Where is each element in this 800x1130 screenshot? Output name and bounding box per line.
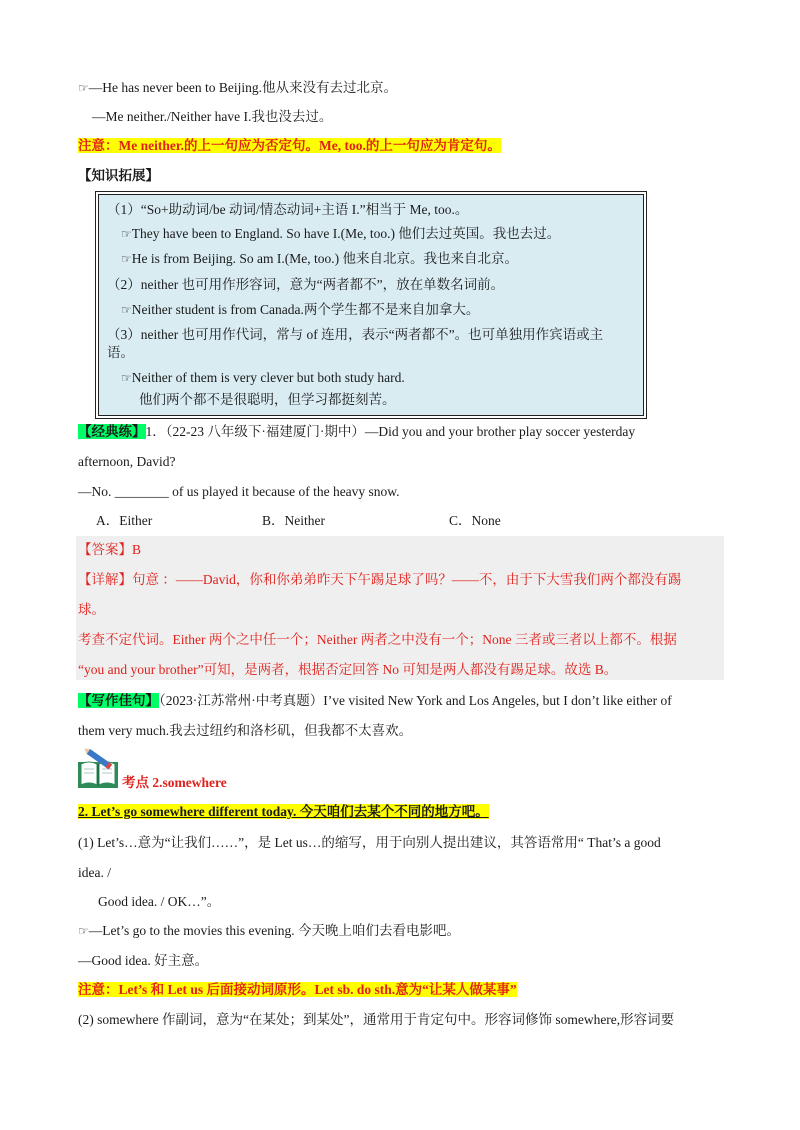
box-point-1-example-2: ☞He is from Beijing. So am I.(Me, too.) 他来自北京。我也来自北京。	[121, 251, 518, 266]
point-2-para-2: (2) somewhere 作副词，意为“在某处；到某处”，通常用于肯定句中。形容词修饰 somewhere,形容词要	[78, 1012, 675, 1027]
pointing-hand-icon: ☞	[78, 924, 89, 938]
exercise-line-2: afternoon, David?	[78, 454, 176, 469]
box-point-1: （1）“So+助动词/be 动词/情态动词+主语 I.”相当于 Me, too.。	[107, 202, 469, 217]
point-2-example-a: —Good idea. 好主意。	[78, 953, 209, 968]
answer-detail-3: 考查不定代词。Either 两个之中任一个；Neither 两者之中没有一个；None 三者或三者以上都不。根据	[78, 632, 677, 647]
point-2-heading: 考点 2.somewhere	[122, 775, 227, 790]
point-2-example-q: ☞—Let’s go to the movies this evening. 今天晚上咱们去看电影吧。	[78, 923, 460, 938]
option-c: C．None	[449, 513, 501, 528]
option-a: A．Either	[96, 513, 153, 528]
answer-detail-4: “you and your brother”可知，是两者，根据否定回答 No 可知是两人都没有踢足球。故选 B。	[78, 662, 618, 677]
box-point-3-cont: 语。	[107, 345, 134, 360]
pointing-hand-icon: ☞	[121, 371, 132, 385]
answer-detail-2: 球。	[78, 602, 105, 617]
option-b: B．Neither	[262, 513, 325, 528]
point-2-para-1-cont2: Good idea. / OK…”。	[98, 894, 221, 909]
answer-detail-1: 【详解】句意 ：——David，你和你弟弟昨天下午踢足球了吗？——不，由于下大雪我们两个都没有踢	[78, 572, 682, 587]
writing-tag: 【写作佳句】	[78, 693, 159, 708]
exercise-line-1: 【经典练】1．（22-23 八年级下·福建厦门·期中）—Did you and your brother play soccer yesterday	[78, 424, 636, 439]
note-2-text: 注意：Let’s 和 Let us 后面接动词原形。Let sb. do sth.意为“让某人做某事”	[78, 982, 517, 997]
point-2-para-1: (1) Let’s…意为“让我们……”，是 Let us…的缩写，用于向别人提出建议，其答语常用“ That’s a good	[78, 835, 661, 850]
writing-line-2: them very much.我去过纽约和洛杉矶，但我都不太喜欢。	[78, 723, 413, 738]
pointing-hand-icon: ☞	[121, 252, 132, 266]
note-2	[78, 981, 517, 999]
box-point-2-example: ☞Neither student is from Canada.两个学生都不是来自加拿大。	[121, 302, 480, 317]
exercise-line-3: —No. ________ of us played it because of the heavy snow.	[78, 484, 400, 499]
pointing-hand-icon: ☞	[78, 81, 89, 95]
box-point-3-example-1: ☞Neither of them is very clever but both study hard.	[121, 370, 405, 385]
box-point-2: （2）neither 也可用作形容词，意为“两者都不”，放在单数名词前。	[107, 277, 505, 292]
box-point-3: （3）neither 也可用作代词，常与 of 连用，表示“两者都不”。也可单独用作宾语或主	[107, 327, 604, 342]
key-sentence	[78, 803, 489, 821]
pointing-hand-icon: ☞	[121, 303, 132, 317]
answer-block	[76, 536, 724, 680]
pointing-hand-icon: ☞	[121, 227, 132, 241]
note-1-text: 注意：Me neither.的上一句应为否定句。Me, too.的上一句应为肯定句。	[78, 138, 501, 153]
example-line-1	[78, 79, 397, 97]
exercise-tag: 【经典练】	[78, 424, 146, 439]
knowledge-box	[98, 194, 644, 416]
open-book-pencil-icon	[76, 748, 120, 790]
box-point-1-example-1: ☞They have been to England. So have I.(Me, too.) 他们去过英国。我也去过。	[121, 226, 561, 241]
key-sentence-text: 2. Let’s go somewhere different today. 今天咱们去某个不同的地方吧。	[78, 804, 489, 819]
box-point-3-example-2: 他们两个都不是很聪明，但学习都挺刻苦。	[139, 392, 396, 407]
writing-line-1: 【写作佳句】（2023·江苏常州·中考真题）I’ve visited New York and Los Angeles, but I don’t like either of	[78, 693, 672, 708]
point-2-para-1-cont: idea. /	[78, 865, 111, 880]
answer-key: 【答案】B	[78, 542, 142, 557]
section-title-knowledge: 【知识拓展】	[78, 168, 159, 183]
note-1	[78, 137, 501, 155]
example-question: —He has never been to Beijing.他从来没有去过北京。	[88, 80, 397, 95]
example-answer: —Me neither./Neither have I.我也没去过。	[92, 109, 333, 124]
